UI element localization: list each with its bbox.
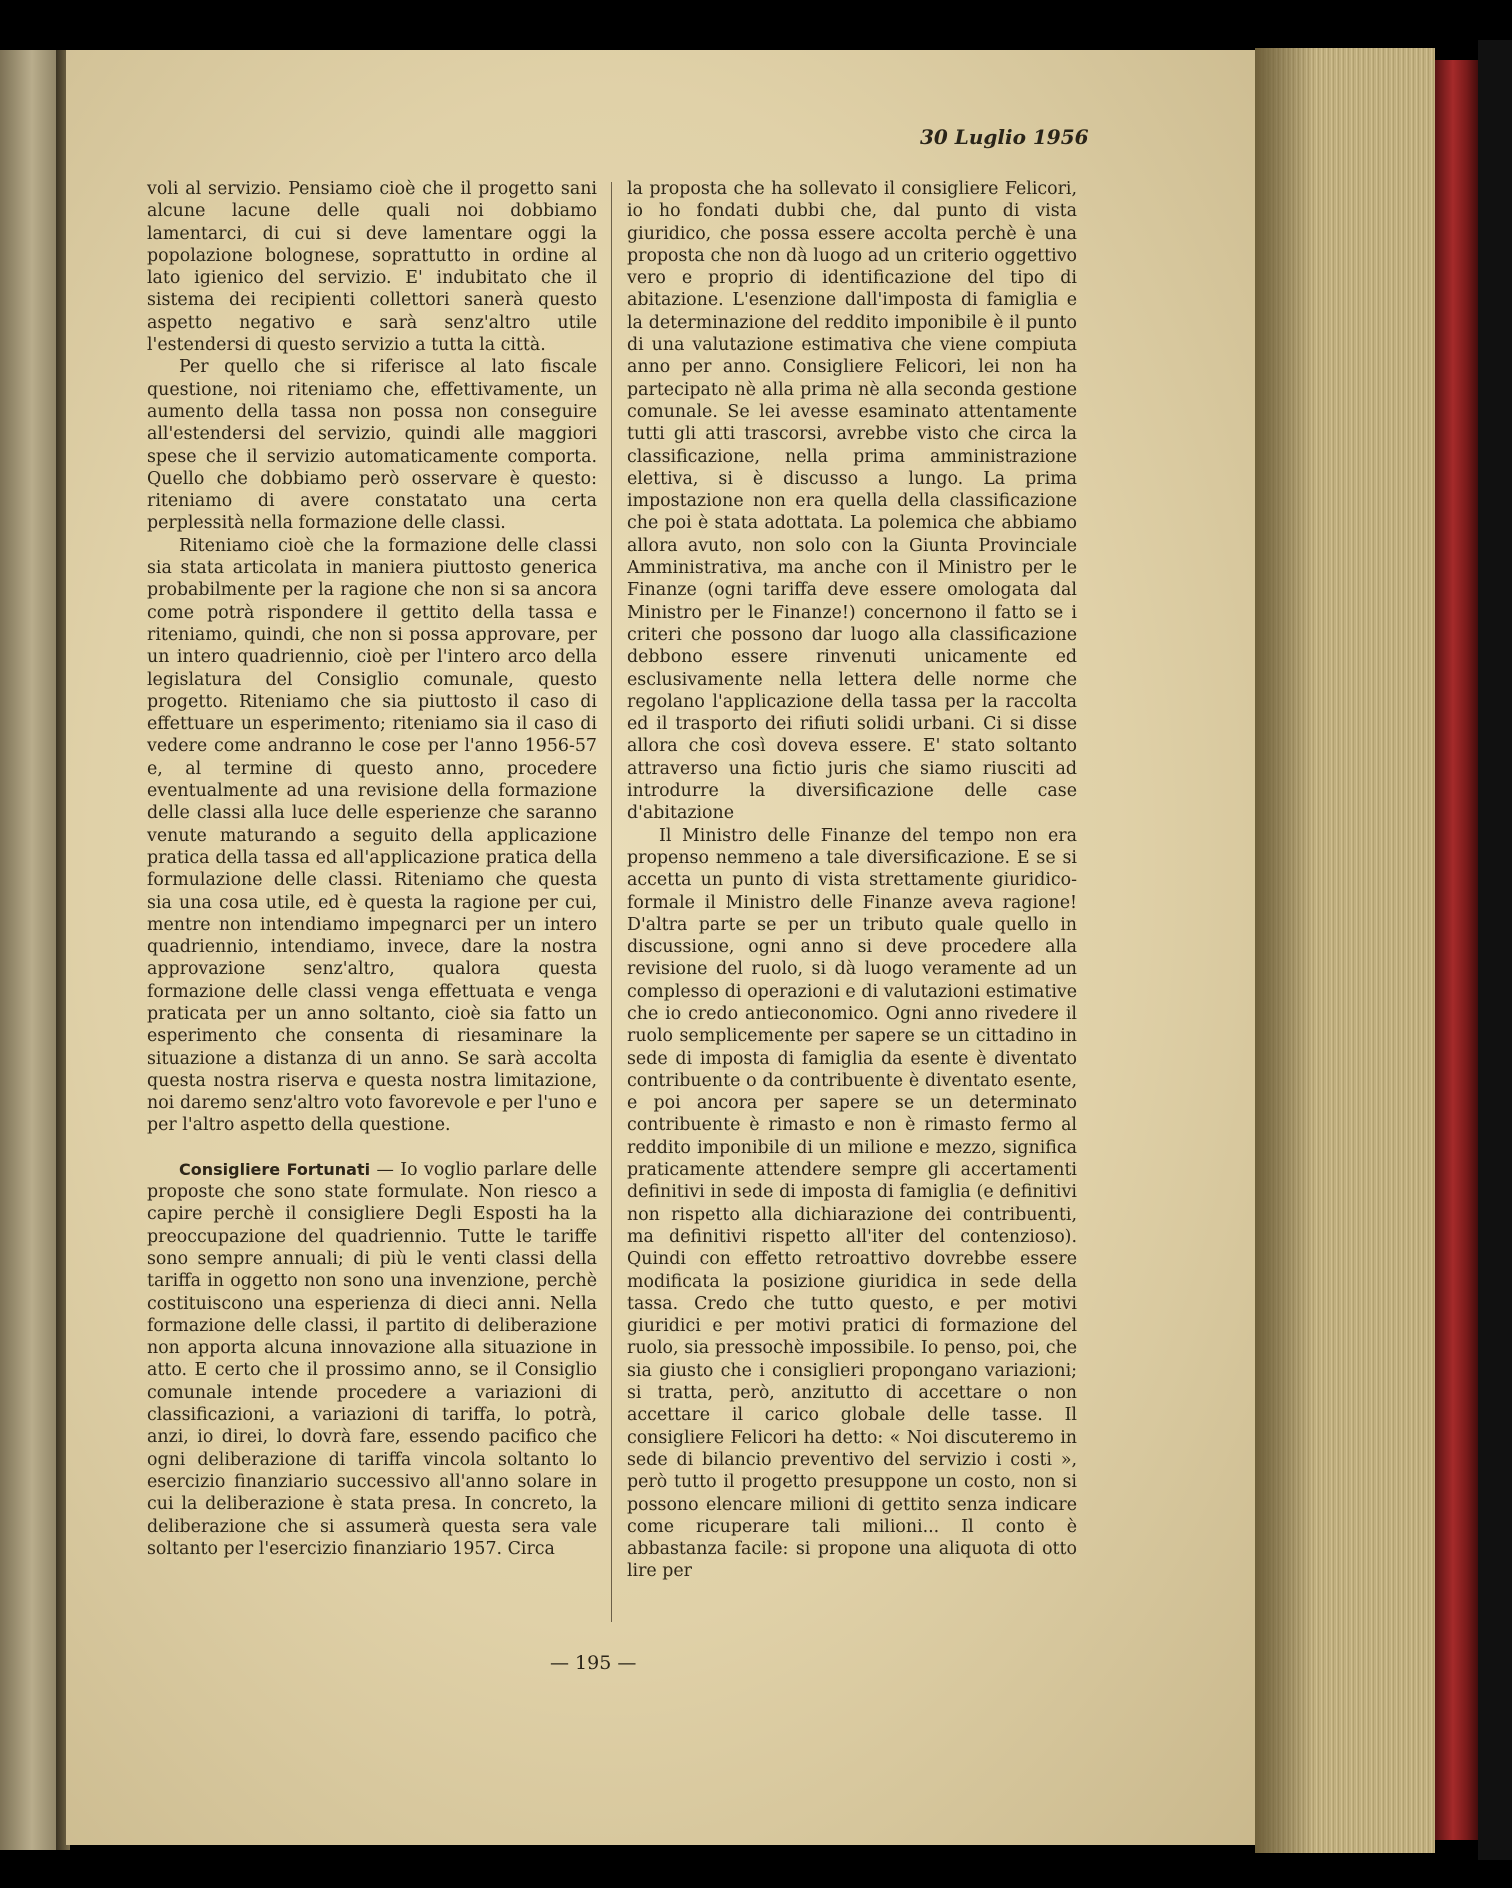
left-paragraph-1: voli al servizio. Pensiamo cioè che il progetto sani alcune lacune delle quali noi dobbiamo lamentarci, di cui si deve lamentare oggi la popolazione bolognese, soprattutto in ordine al lato igienico del servizio. E' indubitato che il sistema dei recipienti collettori sanerà questo aspetto negativo e sarà senz'altro utile l'estendersi di questo servizio a tutta la città.: [147, 179, 597, 356]
right-paragraph-2: Il Ministro delle Finanze del tempo non era propenso nemmeno a tale diversificazione. E se si accetta un punto di vista strettamente giuridico-formale il Ministro delle Finanze aveva ragione! D'altra parte se per un tributo quale quello in discussione, ogni anno si deve procedere alla revisione del ruolo, si dà luogo veramente ad un complesso di operazioni e di valutazioni estimative che io credo antieconomico. Ogni anno rivedere il ruolo semplicemente per sapere se un cittadino in sede di imposta di famiglia da esente è diventato contribuente o da contribuente è diventato esente, e poi ancora per sapere se un determinato contribuente è rimasto e non è rimasto fermo al reddito imponibile di un milione e mezzo, significa praticamente attendere sempre gli accertamenti definitivi in sede di imposta di famiglia (e definitivi non rispetto alla dichiarazione dei contribuenti, ma definitivi rispetto all'iter del contenzioso). Quindi con effetto retroattivo dovrebbe essere modificata la posizione giuridica in sede della tassa. Credo che tutto questo, e per motivi giuridici e per motivi pratici di formazione del ruolo, sia pressochè impossibile. Io penso, poi, che sia giusto che i consiglieri propongano variazioni; si tratta, però, anzitutto di accettare o non accettare il carico globale delle tasse. Il consigliere Felicori ha detto: « Noi discuteremo in sede di bilancio preventivo del servizio i costi », però tutto il progetto presuppone un costo, non si possono elencare milioni di gettito senza indicare come ricuperare tali milioni... Il conto è abbastanza facile: si propone una aliquota di otto lire per: [627, 825, 1077, 1582]
running-head-date: 30 Luglio 1956: [920, 125, 1089, 149]
speech-text: — Io voglio parlare delle proposte che sono state formulate. Non riesco a capire perchè il consigliere Degli Esposti ha la preoccupazione del quadriennio. Tutte le tariffe sono sempre annuali; di più le venti classi della tariffa in oggetto non sono una invenzione, perchè costituiscono una esperienza di dieci anni. Nella formazione delle classi, il partito di deliberazione non apporta alcuna innovazione alla situazione in atto. E certo che il prossimo anno, se il Consiglio comunale intende procedere a variazioni di classificazioni, a variazioni di tariffa, lo potrà, anzi, io direi, lo dovrà fare, essendo pacifico che ogni deliberazione di tariffa vincola soltanto lo esercizio finanziario successivo all'anno solare in cui la deliberazione è stata presa. In concreto, la deliberazione che si assumerà questa sera vale soltanto per l'esercizio finanziario 1957. Circa: [147, 1159, 597, 1559]
speaker-name: Consigliere Fortunati: [179, 1159, 371, 1179]
page-number: — 195 —: [550, 1652, 637, 1674]
book-cover-edge: [1435, 60, 1480, 1840]
left-column: [147, 178, 597, 1560]
previous-page-edge: [0, 50, 58, 1850]
right-paragraph-1: la proposta che ha sollevato il consigliere Felicori, io ho fondati dubbi che, dal punto di vista giuridico, che possa essere accolta perchè è una proposta che non dà luogo ad un criterio oggettivo vero e proprio di identificazione del tipo di abitazione. L'esenzione dall'imposta di famiglia e la determinazione del reddito imponibile è il punto di una valutazione estimativa che viene compiuta anno per anno. Consigliere Felicori, lei non ha partecipato nè alla prima nè alla seconda gestione comunale. Se lei avesse esaminato attentamente tutti gli atti trascorsi, avrebbe visto che circa la classificazione, nella prima amministrazione elettiva, si è discusso a lungo. La prima impostazione non era quella della classificazione che poi è stata adottata. La polemica che abbiamo allora avuto, non solo con la Giunta Provinciale Amministrativa, ma anche con il Ministro per le Finanze (ogni tariffa deve essere omologata dal Ministro per le Finanze!) concernono il fatto se i criteri che possono dar luogo alla classificazione debbono essere rinvenuti unicamente ed esclusivamente nella lettera delle norme che regolano l'applicazione della tassa per la raccolta ed il trasporto dei rifiuti solidi urbani. Ci si disse allora che così doveva essere. E' stato soltanto attraverso una fictio juris che siamo riusciti ad introdurre la diversificazione delle case d'abitazione: [627, 179, 1077, 824]
background-right: [1478, 40, 1512, 1860]
right-column: [627, 178, 1077, 1583]
column-rule: [611, 182, 612, 1622]
left-paragraph-4: [147, 1159, 597, 1560]
left-paragraph-3: Riteniamo cioè che la formazione delle classi sia stata articolata in maniera piuttosto generica probabilmente per la ragione che non si sa ancora come potrà rispondere il gettito della tassa e riteniamo, quindi, che non si possa approvare, per un intero quadriennio, cioè per l'intero arco della legislatura del Consiglio comunale, questo progetto. Riteniamo che sia piuttosto il caso di effettuare un esperimento; riteniamo sia il caso di vedere come andranno le cose per l'anno 1956-57 e, al termine di questo anno, procedere eventualmente ad una revisione della formazione delle classi alla luce delle esperienze che saranno venute maturando a seguito della applicazione pratica della tassa ed all'applicazione pratica della formulazione delle classi. Riteniamo che questa sia una cosa utile, ed è questa la ragione per cui, mentre non intendiamo impegnarci per un intero quadriennio, intendiamo, invece, dare la nostra approvazione senz'altro, qualora questa formazione delle classi venga effettuata e venga praticata per un anno soltanto, cioè sia fatto un esperimento che consenta di riesaminare la situazione a distanza di un anno. Se sarà accolta questa nostra riserva e questa nostra limitazione, noi daremo senz'altro voto favorevole e per l'uno e per l'altro aspetto della questione.: [147, 535, 597, 1136]
left-paragraph-2: Per quello che si riferisce al lato fiscale questione, noi riteniamo che, effettivamente, un aumento della tassa non possa non conseguire all'estendersi del servizio, quindi alle maggiori spese che il servizio automaticamente comporta. Quello che dobbiamo però osservare è questo: riteniamo di avere constatato una certa perplessità nella formazione delle classi.: [147, 357, 597, 534]
page-edge-shadow: [1255, 48, 1315, 1853]
